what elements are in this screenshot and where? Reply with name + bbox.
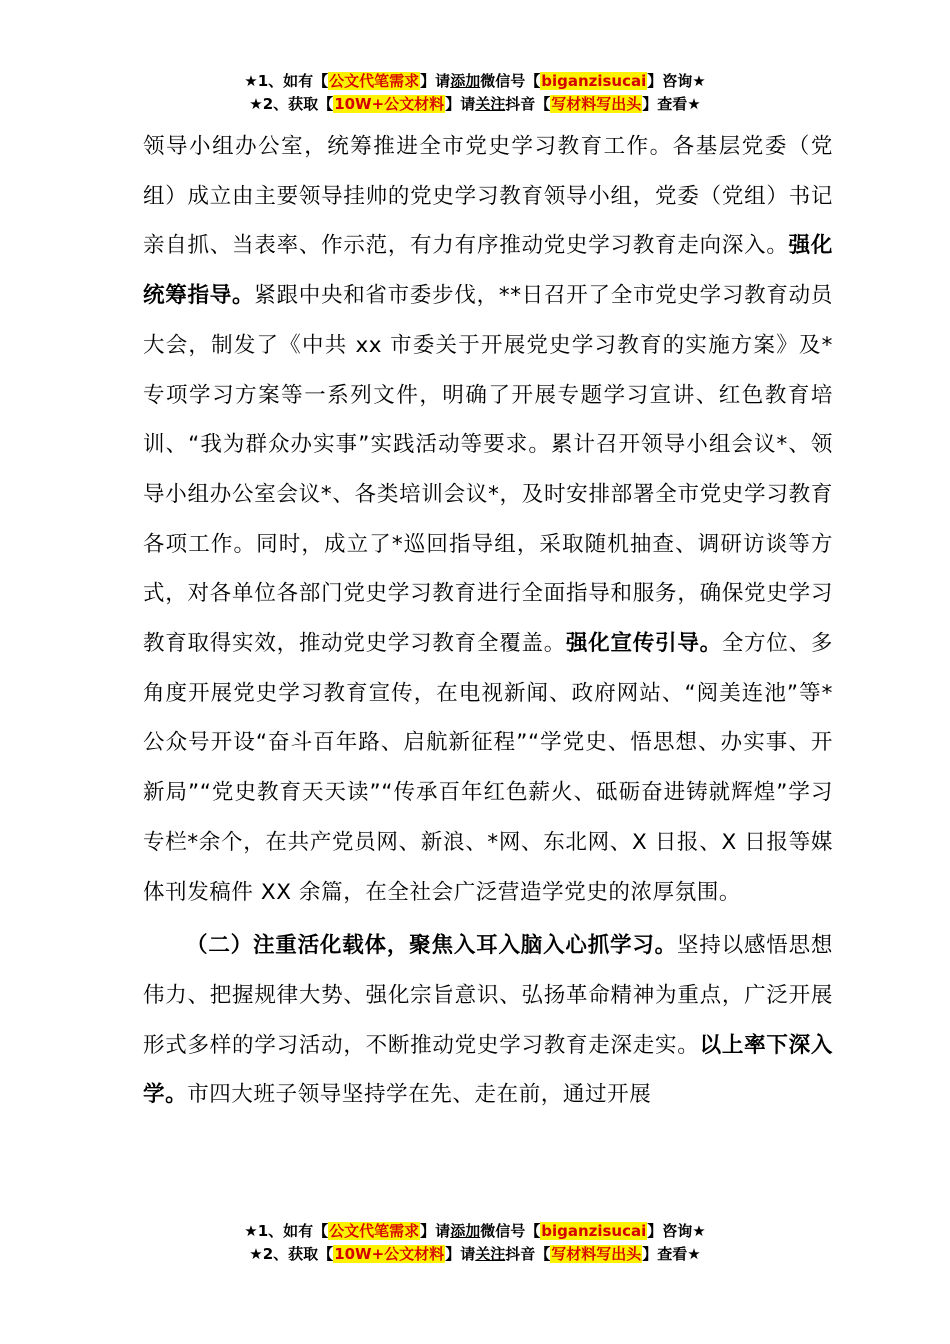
banner-line-1	[0, 70, 950, 93]
banner-text: 】查看★	[642, 95, 701, 113]
body-text: 坚持以感悟思想伟力、把握规律大势、强化宗旨意识、弘扬革命精神为重点，广泛开展形式多样的学习活动，不断推动党史学习教育走深走实。	[143, 933, 834, 1058]
body-text: 领导小组办公室，统筹推进全市党史学习教育工作。各基层党委（党组）成立由主要领导挂帅的党史学习教育领导小组，党委（党组）书记亲自抓、当表率、作示范，有力有序推动党史学习教育走向深入。	[143, 134, 833, 259]
banner-text: 】查看★	[642, 1245, 701, 1263]
banner-underline: 添加	[450, 72, 481, 90]
bold-heading: 强化统筹指导。	[143, 233, 834, 309]
body-text: 市四大班子领导坚持学在先、走在前，通过开展	[187, 1082, 652, 1108]
banner-text: 】请	[420, 1222, 451, 1240]
banner-text: ★2、获取【	[249, 95, 334, 113]
banner-underline: 关注	[475, 95, 506, 113]
body-text: 全方位、多角度开展党史学习教育宣传，在电视新闻、政府网站、“阅美连池”等*公众号开设“奋斗百年路、启航新征程”“学党史、悟思想、办实事、开新局”“党史教育天天读”“传承百年红色薪火、砥砺奋进铸就辉煌”学习专栏*余个，在共产党员网、新浪、*网、东北网、X 日报、X 日报等媒体刊发稿件 XX 余篇，在全社会广泛营造学党史的浓厚氛围。	[143, 631, 833, 905]
banner-text: 抖音【	[505, 1245, 551, 1263]
banner-highlight: 写材料写出头	[551, 1245, 642, 1263]
banner-line-2	[0, 1243, 950, 1266]
banner-line-2	[0, 93, 950, 116]
banner-text: 微信号【	[480, 72, 541, 90]
banner-text: 】请	[445, 1245, 476, 1263]
footer-banner	[0, 1220, 950, 1266]
banner-text: ★2、获取【	[249, 1245, 334, 1263]
banner-highlight: 公文代笔需求	[329, 1222, 420, 1240]
banner-text: 微信号【	[480, 1222, 541, 1240]
document-body	[143, 122, 833, 1120]
body-text: 紧跟中央和省市委步伐，**日召开了全市党史学习教育动员大会，制发了《中共 xx 市委关于开展党史学习教育的实施方案》及*专项学习方案等一系列文件，明确了开展专题学习宣讲、红色教育培训、“我为群众办实事”实践活动等要求。累计召开领导小组会议*、领导小组办公室会议*、各类培训会议*，及时安排部署全市党史学习教育各项工作。同时，成立了*巡回指导组，采取随机抽查、调研访谈等方式，对各单位各部门党史学习教育进行全面指导和服务，确保党史学习教育取得实效，推动党史学习教育全覆盖。	[143, 283, 833, 657]
paragraph	[143, 921, 833, 1120]
banner-text: 】咨询★	[647, 1222, 706, 1240]
header-banner	[0, 70, 950, 116]
banner-text: 】咨询★	[647, 72, 706, 90]
banner-underline: 关注	[475, 1245, 506, 1263]
paragraph	[143, 122, 833, 917]
banner-text: ★1、如有【	[244, 72, 329, 90]
banner-highlight: 10W+公文材料	[334, 95, 445, 113]
banner-text: ★1、如有【	[244, 1222, 329, 1240]
banner-highlight: biganzisucai	[541, 1222, 647, 1240]
banner-highlight: 10W+公文材料	[334, 1245, 445, 1263]
bold-heading: 强化宣传引导。	[566, 631, 722, 657]
banner-highlight: biganzisucai	[541, 72, 647, 90]
banner-text: 】请	[420, 72, 451, 90]
bold-heading: 以上率下深入学。	[143, 1032, 833, 1108]
banner-underline: 添加	[450, 1222, 481, 1240]
banner-line-1	[0, 1220, 950, 1243]
banner-highlight: 公文代笔需求	[329, 72, 420, 90]
banner-text: 】请	[445, 95, 476, 113]
banner-text: 抖音【	[505, 95, 551, 113]
section-heading: （二）注重活化载体，聚焦入耳入脑入心抓学习。	[186, 933, 677, 959]
banner-highlight: 写材料写出头	[551, 95, 642, 113]
